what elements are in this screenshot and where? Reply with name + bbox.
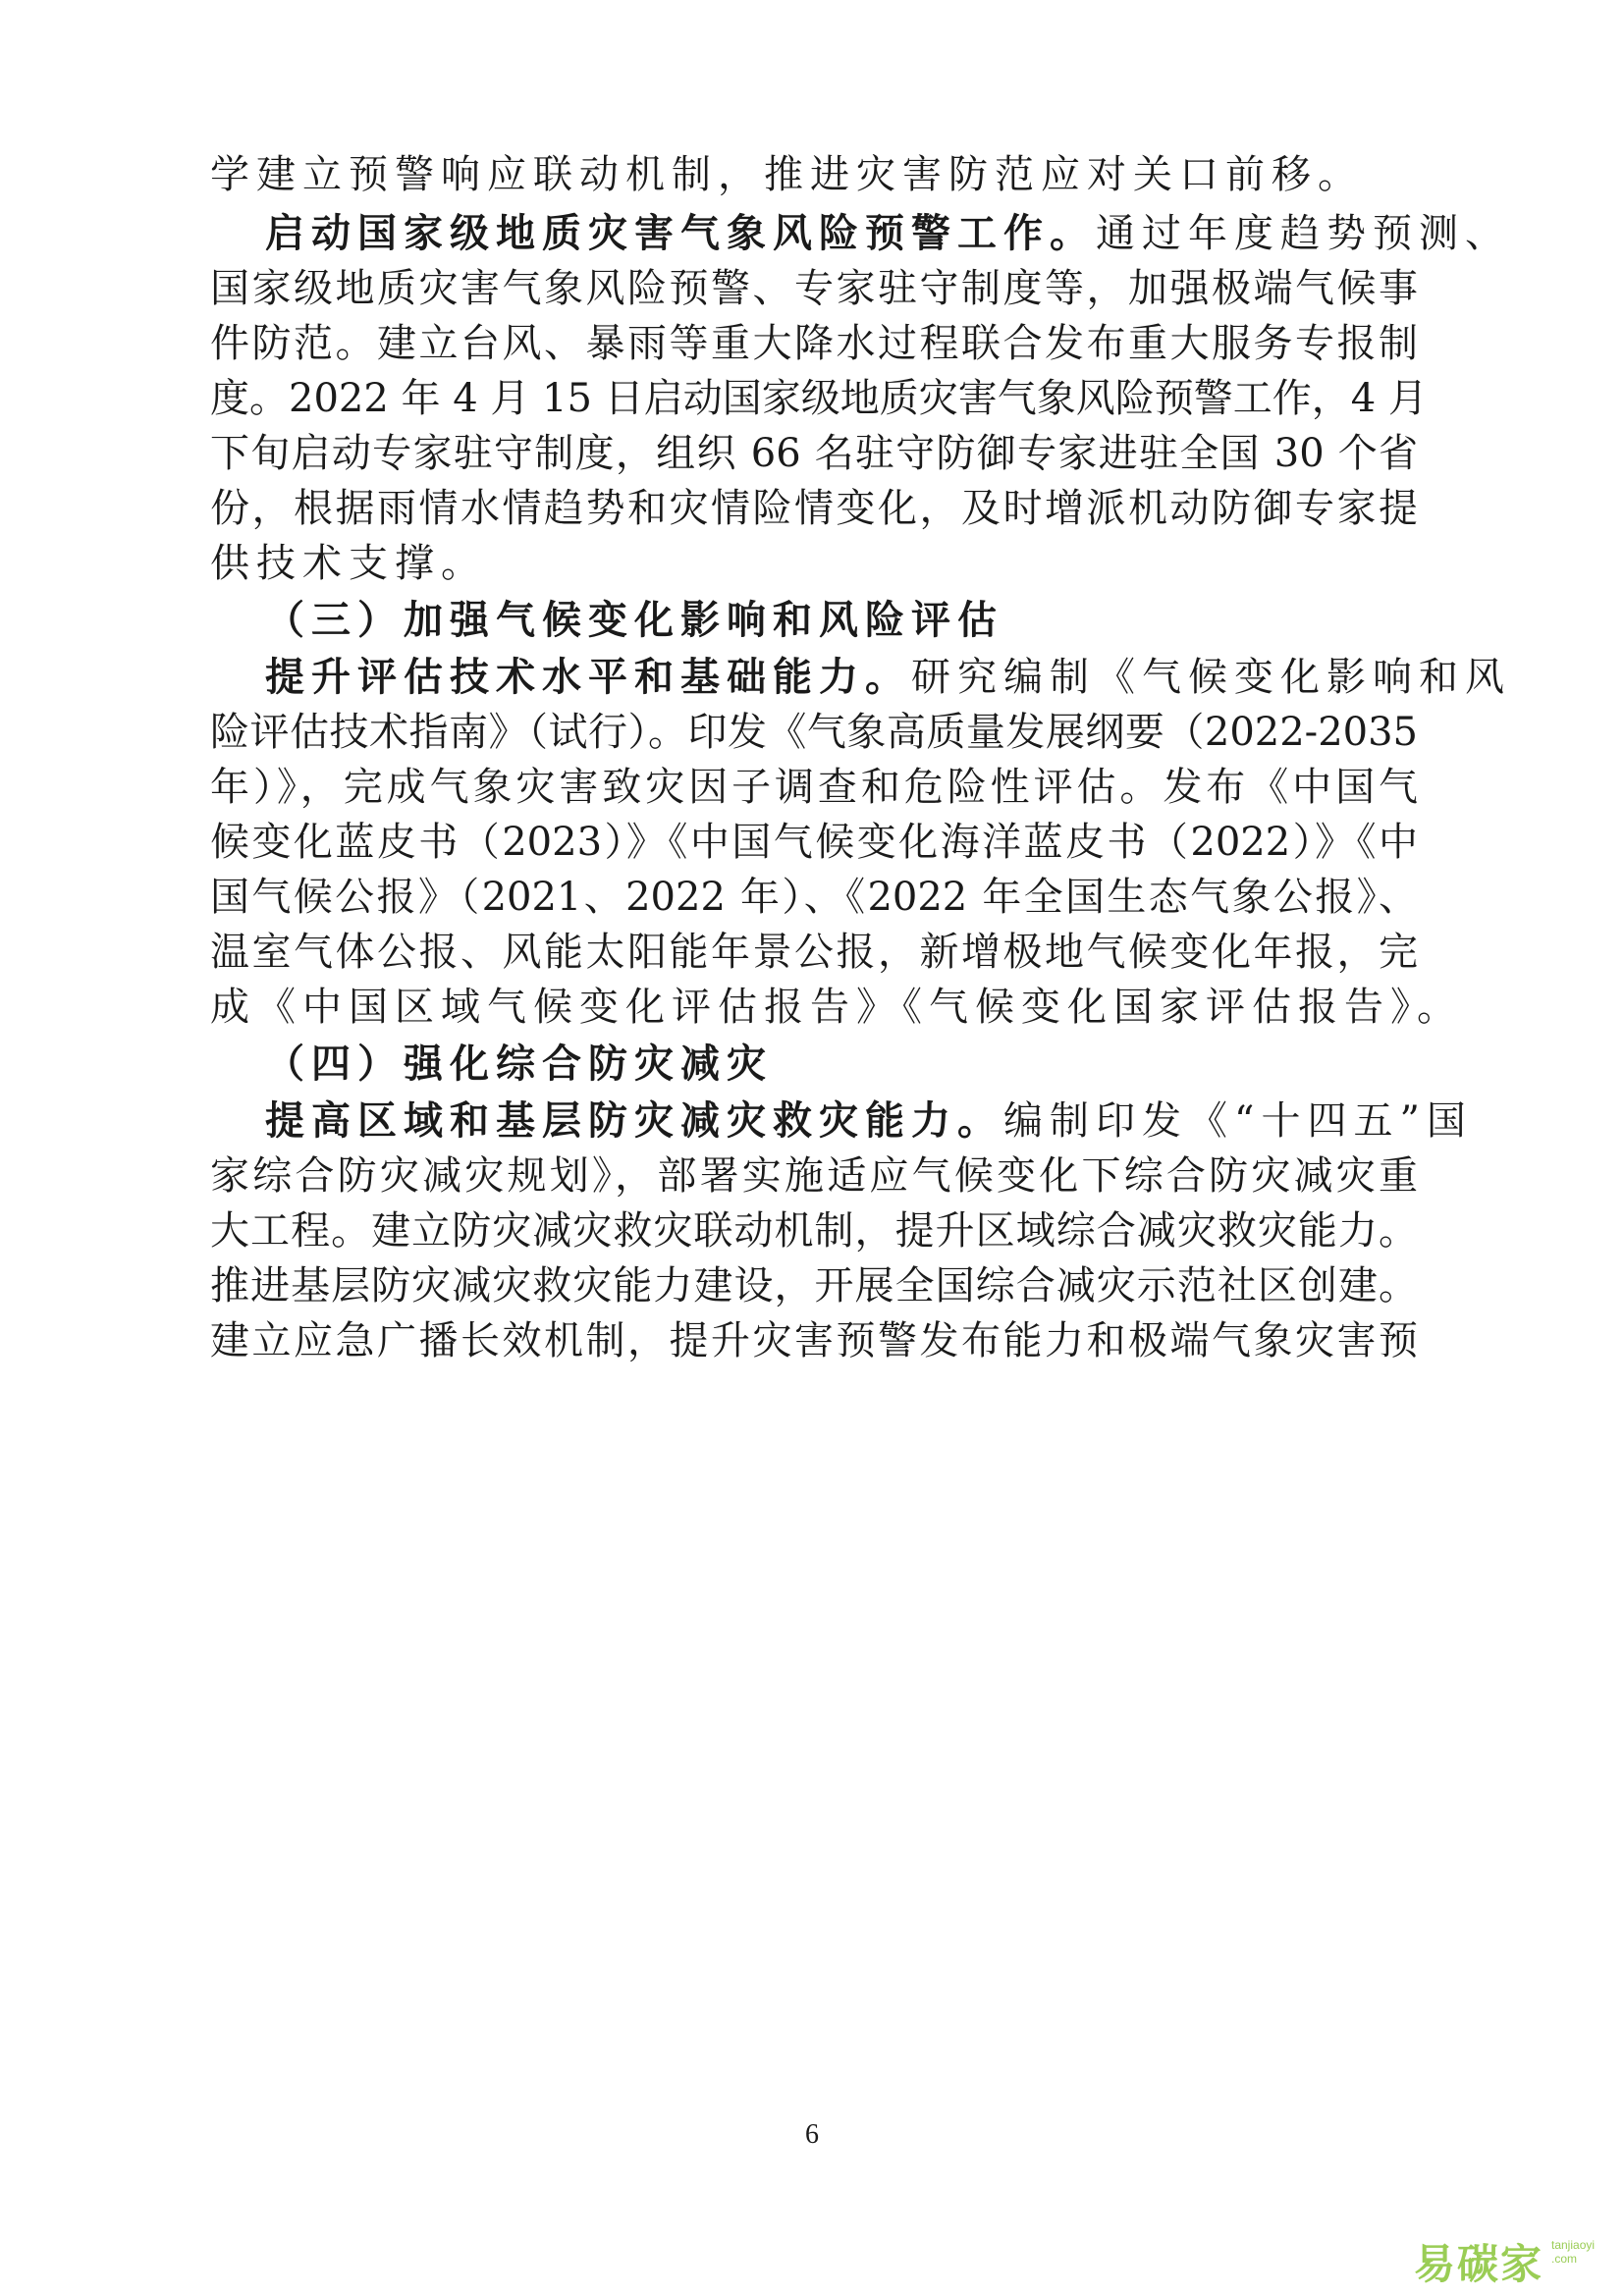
text-line: 建立应急广播长效机制，提升灾害预警发布能力和极端气象灾害预 xyxy=(210,1318,1418,1363)
text-line: 大工程。建立防灾减灾救灾联动机制，提升区域综合减灾救灾能力。 xyxy=(210,1208,1418,1254)
text-line: 件防范。建立台风、暴雨等重大降水过程联合发布重大服务专报制 xyxy=(210,321,1418,366)
page-number: 6 xyxy=(805,2119,819,2150)
paragraph-start xyxy=(210,1092,1473,1150)
section-heading xyxy=(210,591,1418,650)
paragraph-lead: 提高区域和基层防灾减灾救灾能力。 xyxy=(265,1097,1003,1144)
paragraph-text: 编制印发《“十四五”国 xyxy=(1003,1098,1473,1144)
text-line: 国家级地质灾害气象风险预警、专家驻守制度等，加强极端气候事 xyxy=(210,266,1418,311)
text-line: 份，根据雨情水情趋势和灾情险情变化，及时增派机动防御专家提 xyxy=(210,486,1418,531)
text-line: 候变化蓝皮书（2023）》《中国气候变化海洋蓝皮书（2022）》《中 xyxy=(210,820,1418,865)
section-heading-text: （三）加强气候变化影响和风险评估 xyxy=(265,597,1003,643)
text-line: 供技术支撑。 xyxy=(210,541,487,586)
watermark-brand: 易碳家 xyxy=(1414,2240,1544,2288)
text-line: 国气候公报》（2021、2022 年）、《2022 年全国生态气象公报》、 xyxy=(210,875,1418,920)
text-line: 度。2022 年 4 月 15 日启动国家级地质灾害气象风险预警工作，4 月 xyxy=(210,376,1428,421)
section-heading xyxy=(210,1035,1418,1094)
paragraph-start xyxy=(210,648,1511,707)
paragraph-text: 研究编制《气候变化影响和风 xyxy=(911,655,1511,700)
text-line: 学建立预警响应联动机制，推进灾害防范应对关口前移。 xyxy=(210,152,1364,197)
paragraph-lead: 提升评估技术水平和基础能力。 xyxy=(265,654,911,700)
text-line: 温室气体公报、风能太阳能年景公报，新增极地气候变化年报，完 xyxy=(210,930,1418,975)
paragraph-text: 通过年度趋势预测、 xyxy=(1096,211,1511,256)
watermark-logo xyxy=(1404,2226,1610,2288)
text-line: 成《中国区域气候变化评估报告》《气候变化国家评估报告》。 xyxy=(210,985,1463,1030)
paragraph-lead: 启动国家级地质灾害气象风险预警工作。 xyxy=(265,210,1096,256)
text-line: 家综合防灾减灾规划》，部署实施适应气候变化下综合防灾减灾重 xyxy=(210,1153,1418,1199)
text-line: 下旬启动专家驻守制度，组织 66 名驻守防御专家进驻全国 30 个省 xyxy=(210,431,1418,476)
section-heading-text: （四）强化综合防灾减灾 xyxy=(265,1041,773,1087)
text-line: 年）》，完成气象灾害致灾因子调查和危险性评估。发布《中国气 xyxy=(210,765,1418,810)
text-line: 推进基层防灾减灾救灾能力建设，开展全国综合减灾示范社区创建。 xyxy=(210,1263,1418,1308)
paragraph-start xyxy=(210,204,1511,263)
text-line: 险评估技术指南》（试行）。印发《气象高质量发展纲要（2022-2035 xyxy=(210,710,1418,755)
watermark-domain: tanjiaoyi .com xyxy=(1551,2238,1596,2266)
